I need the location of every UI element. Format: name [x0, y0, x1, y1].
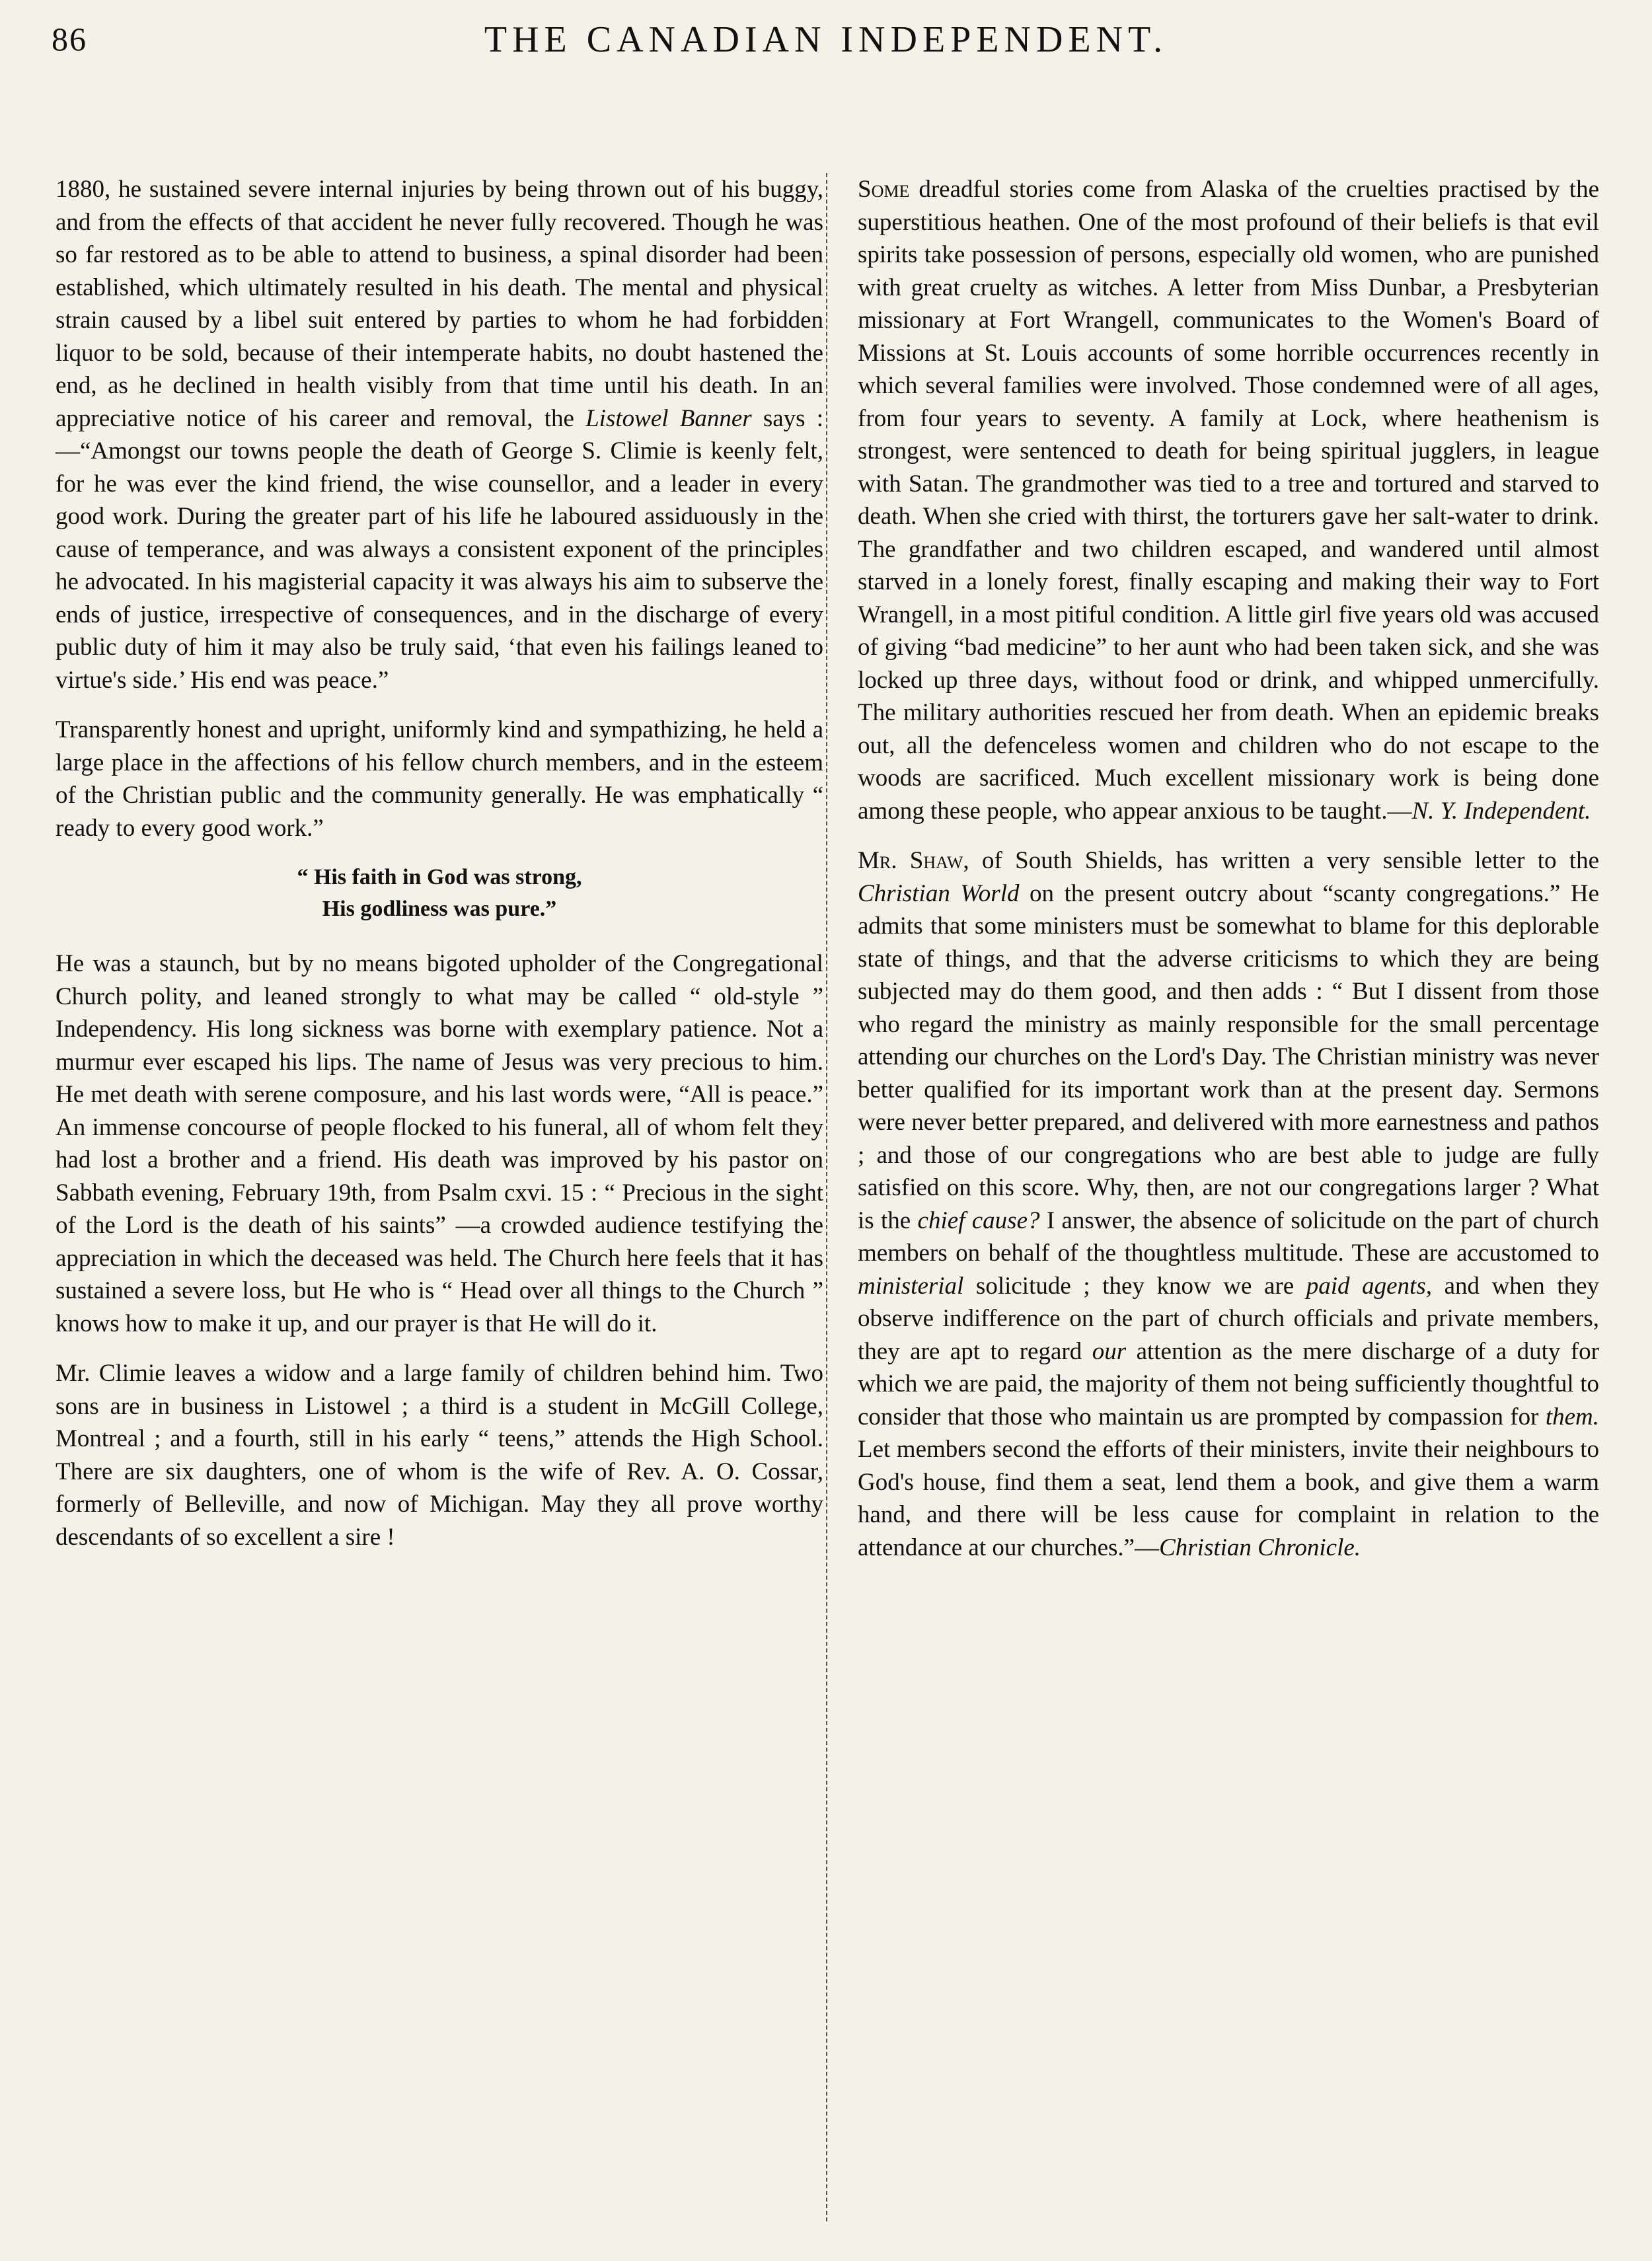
paragraph-text: Let members second the efforts of their ministers, invite their neighbours to God's house, find them a seat, lend them a book, and give them a warm hand, and there will be less cause for complaint in relation to the attendance at our churches.”—	[858, 1436, 1599, 1561]
left-column	[56, 173, 823, 1571]
italic-phrase: paid agents,	[1306, 1272, 1432, 1300]
verse-quote	[56, 862, 823, 925]
italic-phrase: them.	[1545, 1403, 1600, 1430]
paragraph-text: solicitude ; they know we are	[975, 1272, 1295, 1300]
lead-word: Some	[858, 176, 910, 203]
paragraph-text: and when they observe indifference on the part of church officials and private members, they are apt to regard	[858, 1272, 1599, 1365]
italic-phrase: ministerial	[858, 1272, 964, 1300]
source-credit: Christian Chronicle.	[1159, 1534, 1361, 1561]
lead-word: Mr. Shaw,	[858, 847, 969, 874]
page-number: 86	[52, 20, 87, 57]
verse-line: His godliness was pure.”	[322, 897, 557, 921]
italic-phrase: our	[1092, 1337, 1127, 1365]
column-divider	[826, 173, 827, 2221]
paragraph-text: attention as the mere discharge of a duty for which we are paid, the majority of them not being sufficiently thoughtful to consider that those who maintain us are prompted by compassion for	[858, 1337, 1600, 1430]
running-title: THE CANADIAN INDEPENDENT.	[484, 19, 1168, 60]
paragraph-text: I answer, the absence of solicitude on the part of church members on behalf of the thoughtless multitude. These are accustomed to	[858, 1206, 1600, 1267]
paragraph-text: dreadful stories come from Alaska of the cruelties practised by the superstitious heathen. One of the most profound of their beliefs is that evil spirits take possession of persons, especially old women, who are punished with great cruelty as witches. A letter from Miss Dunbar, a Presbyterian missionary at Fort Wrangell, communicates to the Women's Board of Missions at St. Louis accounts of some horrible occurrences recently in which several families were involved. Those condemned were of all ages, from four years to seventy. A family at Lock, where heathenism is strongest, were sentenced to death for being spiritual jugglers, in league with Satan. The grandmother was tied to a tree and tortured and starved to death. When she cried with thirst, the torturers gave her salt-water to drink. The grandfather and two children escaped, and wandered until almost starved in a lonely forest, finally escaping and making their way to Fort Wrangell, in a most pitiful condition. A little girl five years old was accused of giving “bad medicine” to her aunt who had been taken sick, and she was locked up three days, without food or drink, and whipped unmercifully. The military authorities rescued her from death. When an epidemic breaks out, all the defenceless women and children who do not escape to the woods are sacrificed. Much excellent missionary work is being done among these people, who appear anxious to be taught.—	[858, 176, 1600, 825]
paragraph-alaska	[858, 173, 1599, 827]
paragraph-polity: He was a staunch, but by no means bigoted upholder of the Congregational Church polity, and leaned strongly to what may be called “ old-style ” Independency. His long sickness was borne with exemplary patience. Not a murmur ever escaped his lips. The name of Jesus was very precious to him. He met death with serene composure, and his last words were, “All is peace.” An immense concourse of people flocked to his funeral, all of whom felt they had lost a brother and a friend. His death was improved by his pastor on Sabbath evening, February 19th, from Psalm cxvi. 15 : “ Precious in the sight of the Lord is the death of his saints” —a crowded audience testifying the appreciation in which the deceased was held. The Church here feels that it has sustained a severe loss, but He who is “ Head over all things to the Church ” knows how to make it up, and our prayer is that He will do it.	[56, 950, 823, 1337]
source-credit: N. Y. Independent.	[1411, 797, 1591, 825]
paragraph-obituary-continued	[56, 173, 823, 696]
newspaper-title: Christian World	[858, 879, 1020, 907]
paragraph-text: on the present outcry about “scanty congregations.” He admits that some ministers must be somewhat to blame for this deplorable state of things, and that the adverse criticisms to which they are being subjected may do them good, and then adds : “ But I dissent from those who regard the ministry as mainly responsible for the small percentage attending our churches on the Lord's Day. The Christian ministry was never better qualified for its important work than at the present day. Sermons were never better prepared, and delivered with more earnestness and pathos ; and those of our congregations who are best able to judge are fully satisfied on this score. Why, then, are not our congregations larger ? What is the	[858, 879, 1600, 1234]
paragraph-scanty-congregations	[858, 844, 1599, 1564]
paragraph-family: Mr. Climie leaves a widow and a large family of children behind him. Two sons are in business in Listowel ; a third is a student in McGill College, Montreal ; and a fourth, still in his early “ teens,” attends the High School. There are six daughters, one of whom is the wife of Rev. A. O. Cossar, formerly of Belleville, and now of Michigan. May they all prove worthy descendants of so excellent a sire !	[56, 1360, 823, 1551]
paragraph-text: 1880, he sustained severe internal injuries by being thrown out of his buggy, and from the effects of that accident he never fully recovered. Though he was so far restored as to be able to attend to business, a spinal disorder had been established, which ultimately resulted in his death. The mental and physical strain caused by a libel suit entered by parties to whom he had forbidden liquor to be sold, because of their intemperate habits, no doubt hastened the end, as he declined in health visibly from that time until his death. In an appreciative notice of his career and removal, the	[56, 176, 823, 432]
verse-line: “ His faith in God was strong,	[297, 865, 582, 889]
newspaper-title: Listowel Banner	[585, 404, 752, 432]
paragraph-character: Transparently honest and upright, uniformly kind and sympathizing, he held a large place in the affections of his fellow church members, and in the esteem of the Christian public and the community generally. He was emphatically “ ready to every good work.”	[56, 716, 823, 842]
italic-phrase: chief cause?	[917, 1206, 1040, 1234]
paragraph-text: of South Shields, has written a very sensible letter to the	[981, 847, 1600, 874]
right-column	[858, 173, 1599, 1581]
paragraph-text: says :—“Amongst our towns people the death of George S. Climie is keenly felt, for he was ever the kind friend, the wise counsellor, and a leader in every good work. During the greater part of his life he laboured assiduously in the cause of temperance, and was always a consistent exponent of the principles he advocated. In his magisterial capacity it was always his aim to subserve the ends of justice, irrespective of consequences, and in the discharge of every public duty of him it may also be truly said, ‘that even his failings leaned to virtue's side.’ His end was peace.”	[56, 404, 824, 694]
